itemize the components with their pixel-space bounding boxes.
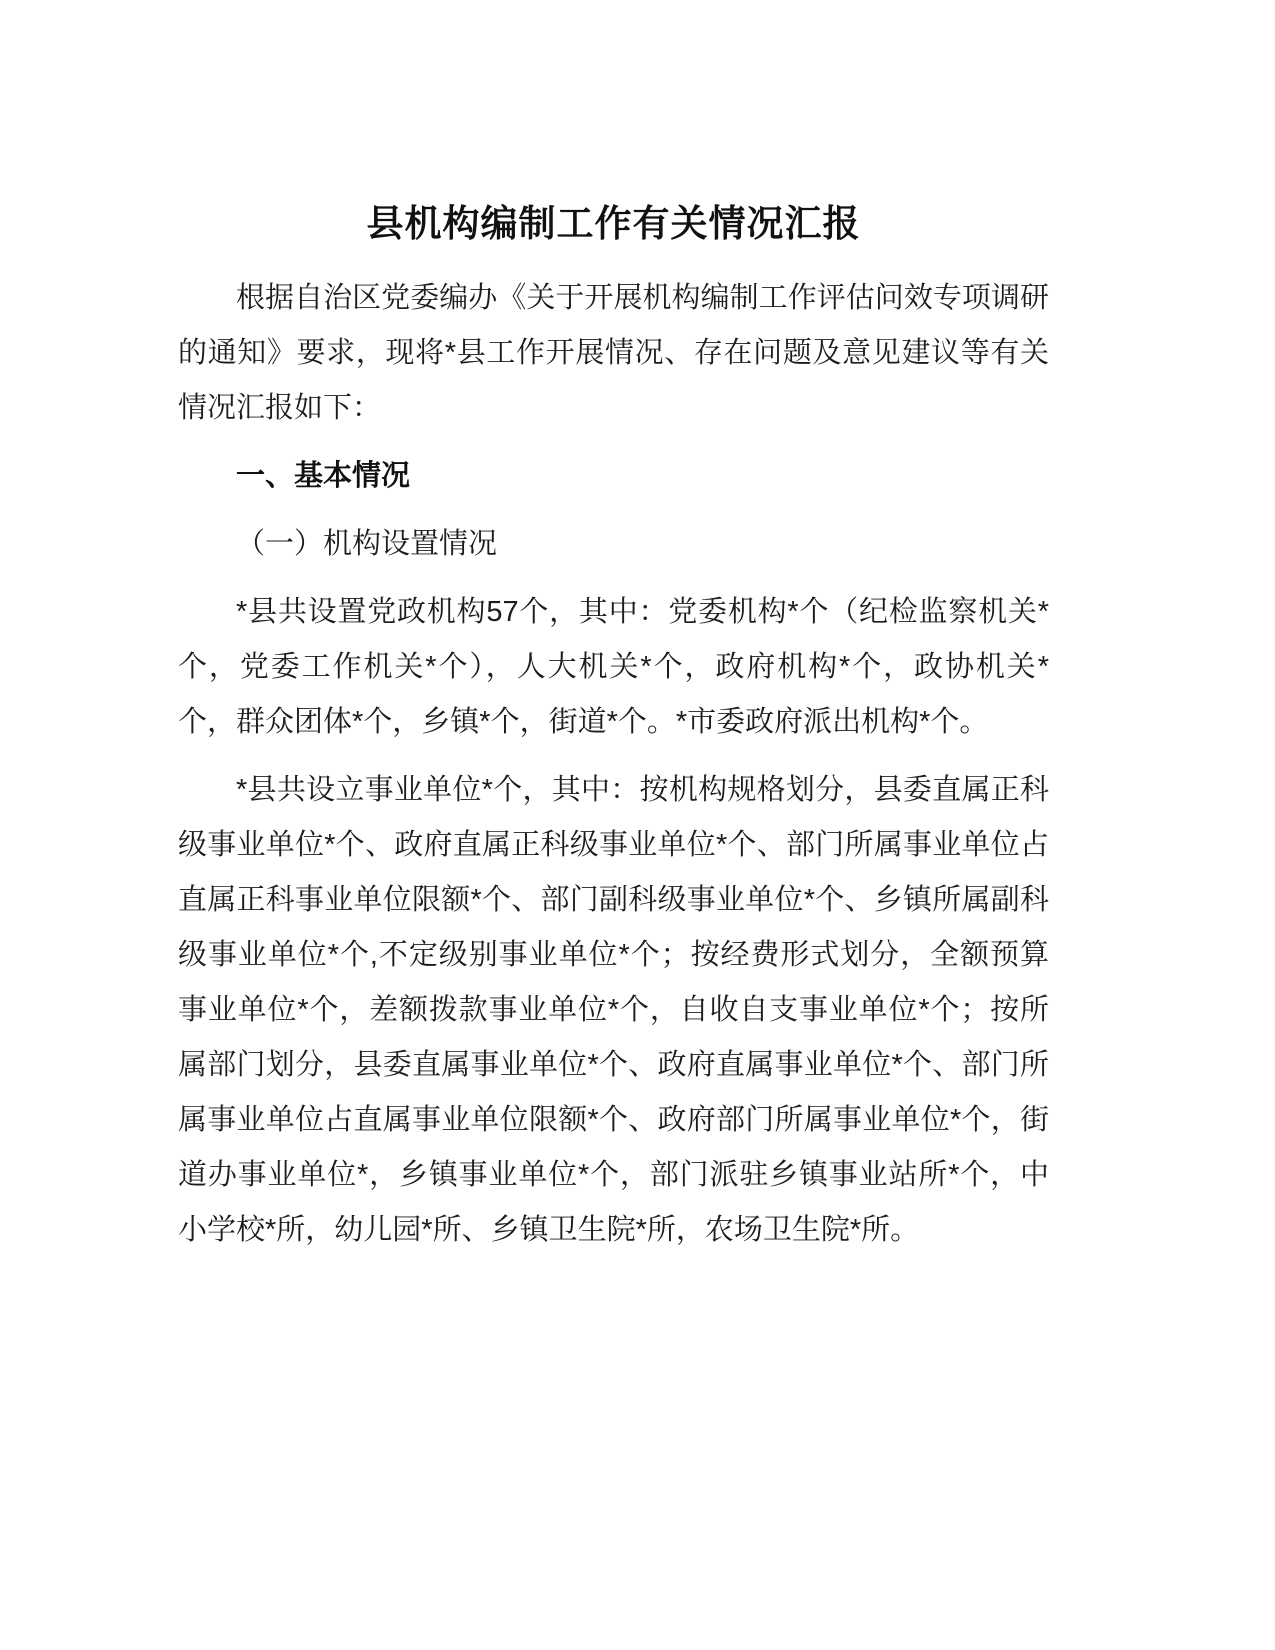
subsection-heading-institution-setup: （一）机构设置情况 [236,528,498,560]
section-heading-basic-situation: 一、基本情况 [236,460,411,492]
paragraph-public-institutions: *县共设立事业单位*个，其中：按机构规格划分，县委直属正科级事业单位*个、政府直属正科级事业单位*个、部门所属事业单位占直属正科事业单位限额*个、部门副科级事业单位*个、乡镇所属副科级事业单位*个,不定级别事业单位*个；按经费形式划分，全额预算事业单位*个，差额拨款事业单位*个，自收自支事业单位*个；按所属部门划分，县委直属事业单位*个、政府直属事业单位*个、部门所属事业单位占直属事业单位限额*个、政府部门所属事业单位*个，街道办事业单位*，乡镇事业单位*个，部门派驻乡镇事业站所*个，中小学校*所，幼儿园*所、乡镇卫生院*所，农场卫生院*所。 [178,774,1049,1246]
intro-paragraph: 根据自治区党委编办《关于开展机构编制工作评估问效专项调研的通知》要求，现将*县工作开展情况、存在问题及意见建议等有关情况汇报如下： [178,282,1049,424]
paragraph-party-gov-institutions: *县共设置党政机构57个，其中：党委机构*个（纪检监察机关*个，党委工作机关*个），人大机关*个，政府机构*个，政协机关*个，群众团体*个，乡镇*个，街道*个。*市委政府派出机构*个。 [178,596,1049,738]
document-title: 县机构编制工作有关情况汇报 [366,203,861,244]
